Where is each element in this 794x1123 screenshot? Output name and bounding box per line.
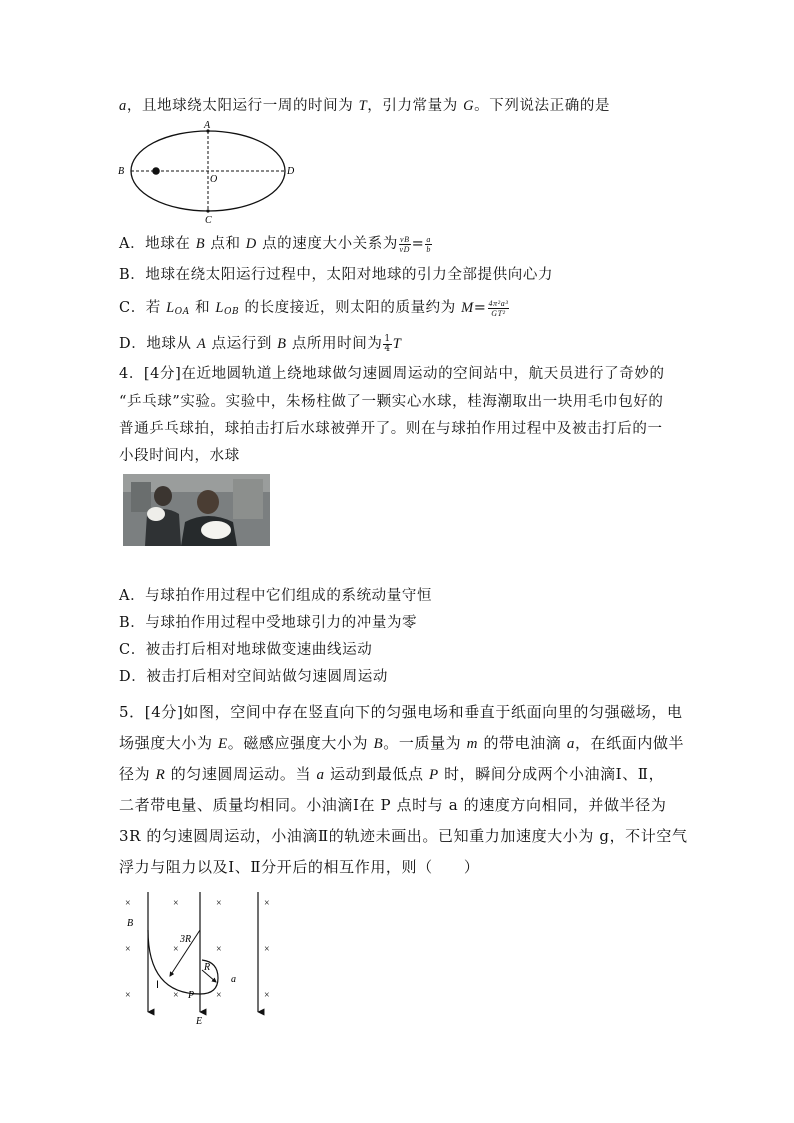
sun-dot [152,167,160,175]
astronaut-photo [123,474,270,546]
q3-option-a: A．地球在 B 点和 D 点的速度大小关系为 $\frac{vB}{vD}$ = $\frac{a}{b}$ [119,234,431,254]
q4-stem-line-2: “乒乓球”实验。实验中，朱杨柱做了一颗实心水球，桂海潮取出一块用毛巾包好的 [119,394,664,410]
q5-stem-line-3: 径为 R 的匀速圆周运动。当 a 运动到最低点 P 时，瞬间分成两个小油滴Ⅰ、Ⅱ， [119,765,665,783]
q4-option-a: A．与球拍作用过程中它们组成的系统动量守恒 [119,588,433,604]
q4-option-b: B．与球拍作用过程中受地球引力的冲量为零 [119,615,418,631]
q4-stem-line-4: 小段时间内，水球 [119,448,240,464]
q5-stem-line-2: 场强度大小为 E。磁感应强度大小为 B。一质量为 m 的带电油滴 a，在纸面内做半 [119,734,685,752]
label-C: C [205,215,212,225]
q5-stem-line-6: 浮力与阻力以及Ⅰ、Ⅱ分开后的相互作用，则（ ） [119,858,480,876]
q4-option-c: C．被击打后相对地球做变速曲线运动 [119,642,373,658]
cross-mark: × [264,898,270,909]
label-O: O [210,174,218,185]
label-D: D [287,166,295,177]
cross-mark: × [216,898,222,909]
cross-mark: × [125,944,131,955]
q3-option-b: B．地球在绕太阳运行过程中，太阳对地球的引力全部提供向心力 [119,267,554,283]
cross-mark: × [264,944,270,955]
cross-mark: × [125,990,131,1001]
label-a: a [231,974,236,985]
q3-intro-line: a，且地球绕太阳运行一周的时间为 T，引力常量为 G。下列说法正确的是 [119,98,611,114]
astronaut-photo-illustration [123,474,270,546]
label-e: E [196,1016,203,1027]
label-b: B [127,918,134,929]
q4-stem-line-3: 普通乒乓球拍，球拍击打后水球被弹开了。则在与球拍作用过程中及被击打后的一 [119,421,663,437]
q5-stem-line-5: 3R 的匀速圆周运动，小油滴Ⅱ的轨迹未画出。已知重力加速度大小为 g，不计空气 [119,827,688,845]
label-3r: 3R [180,934,192,945]
cross-mark: × [173,944,179,955]
label-B: B [118,166,125,177]
ellipse-orbit-figure [115,120,305,225]
q4-option-d: D．被击打后相对空间站做匀速圆周运动 [119,669,388,685]
cross-mark: × [264,990,270,1001]
cross-mark: × [125,898,131,909]
label-roman-one: Ⅰ [156,980,159,991]
q3-option-c: C．若 $L_{OA}$ 和 $L_{OB}$ 的长度接近，则太阳的质量约为 M= $\frac{\text{4π²a³}}{\text{GT²}}$ [119,298,509,318]
label-p: P [188,990,195,1001]
q3-option-d: D．地球从 A 点运行到 B 点所用时间为 $\frac{1}{4}$ T [119,333,402,354]
cross-mark: × [173,898,179,909]
field-diagram [118,890,288,1030]
q5-stem-line-4: 二者带电量、质量均相同。小油滴Ⅰ在 P 点时与 a 的速度方向相同，并做半径为 [119,796,667,814]
label-A: A [204,120,211,131]
cross-mark: × [216,944,222,955]
point-C [206,209,209,212]
cross-mark: × [173,990,179,1001]
label-r: R [204,962,211,973]
q4-stem-line-1: 4．[4分]在近地圆轨道上绕地球做匀速圆周运动的空间站中，航天员进行了奇妙的 [119,366,665,382]
q5-stem-line-1: 5．[4分]如图，空间中存在竖直向下的匀强电场和垂直于纸面向里的匀强磁场，电 [119,703,683,721]
cross-mark: × [216,990,222,1001]
